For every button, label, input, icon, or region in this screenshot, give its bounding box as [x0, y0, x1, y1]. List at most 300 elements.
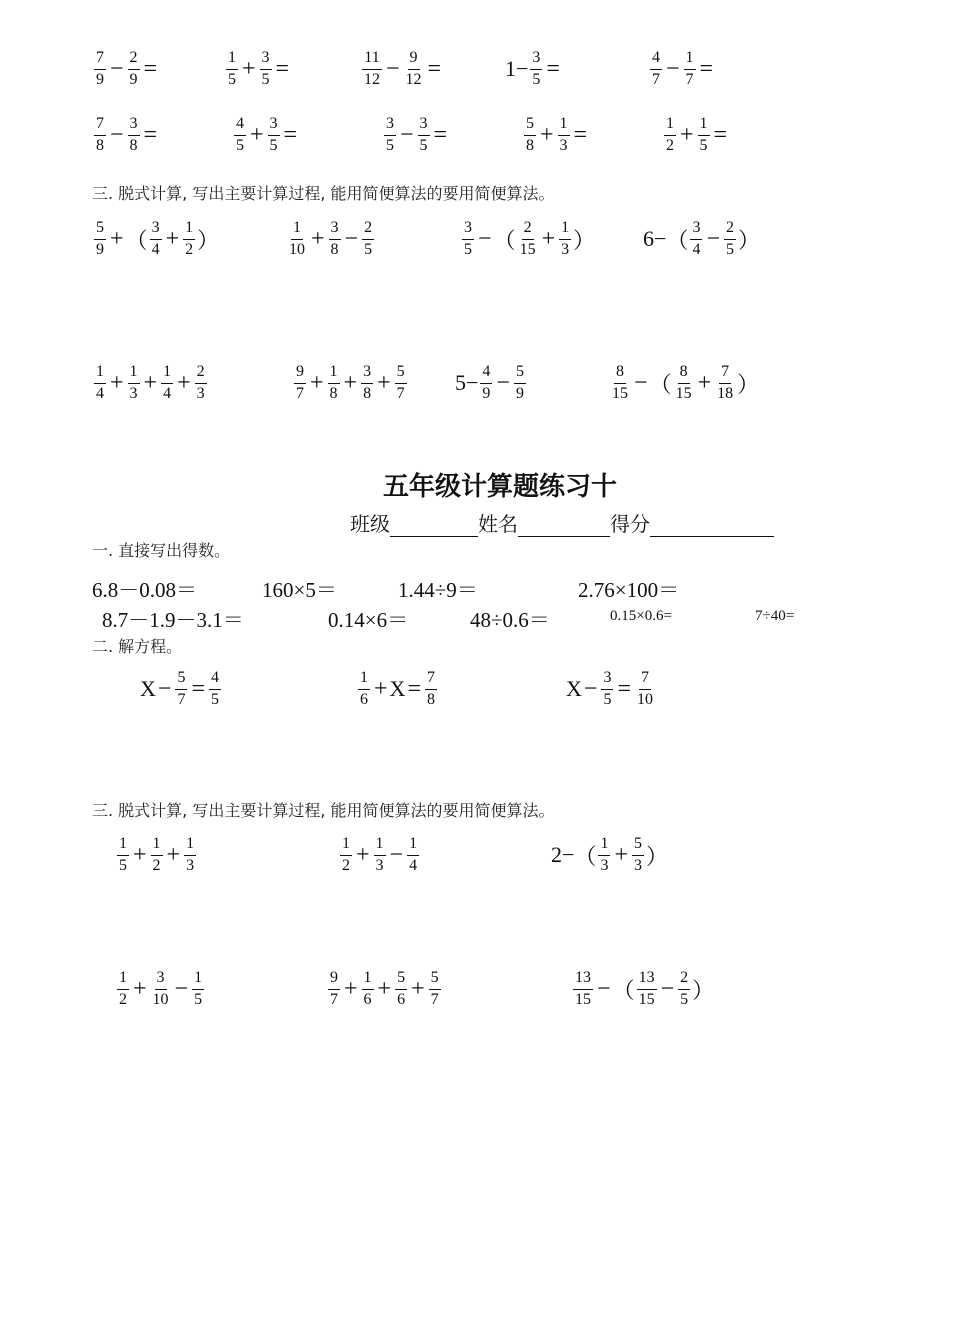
- fraction: [362, 50, 382, 89]
- operator: −: [583, 675, 598, 702]
- denominator: 12: [364, 70, 380, 88]
- operator: −: [386, 55, 400, 82]
- denominator: 9: [129, 70, 138, 88]
- expression: [326, 970, 443, 1009]
- section-heading: 三. 脱式计算, 写出主要计算过程, 能用简便算法的要用简便算法。: [92, 801, 555, 820]
- expression-text: 6−: [643, 226, 667, 252]
- expression: [224, 50, 291, 89]
- numerator: 9: [328, 970, 340, 990]
- denominator: 6: [397, 990, 406, 1008]
- denominator: 5: [119, 856, 127, 874]
- denominator: 5: [699, 136, 708, 154]
- operator: =: [283, 121, 298, 148]
- numerator: 2: [522, 220, 534, 240]
- denominator: 10: [289, 240, 305, 258]
- numerator: 7: [719, 364, 731, 384]
- fraction: [192, 970, 204, 1009]
- numerator: 2: [724, 220, 736, 240]
- denominator: 7: [177, 690, 186, 708]
- denominator: 15: [612, 384, 628, 402]
- equation: [140, 670, 223, 709]
- denominator: 15: [638, 990, 655, 1008]
- denominator: 5: [194, 990, 203, 1008]
- numerator: 2: [678, 970, 690, 990]
- operator: −: [478, 225, 492, 252]
- expression-text: X: [566, 676, 582, 702]
- numerator: 8: [678, 364, 690, 384]
- expression: [662, 116, 729, 155]
- denominator: 7: [685, 70, 694, 88]
- numerator: 2: [195, 364, 207, 384]
- operator: =: [427, 55, 442, 82]
- operator: −: [634, 369, 648, 396]
- denominator: 5: [210, 690, 219, 708]
- page-title: 五年级计算题练习十: [382, 472, 617, 502]
- operator: −: [110, 121, 124, 148]
- section-heading: 一. 直接写出得数。: [92, 541, 231, 560]
- denominator: 3: [561, 240, 570, 258]
- fraction: [358, 670, 370, 709]
- fraction: [418, 116, 430, 155]
- fraction: [698, 116, 710, 155]
- denominator: 8: [329, 384, 338, 402]
- operator: =: [275, 55, 290, 82]
- numerator: 5: [94, 220, 106, 240]
- operator: −: [344, 225, 359, 252]
- denominator: 9: [96, 70, 104, 88]
- numerator: 1: [128, 364, 140, 384]
- score-label: 得分: [610, 512, 650, 536]
- expression-text: （: [493, 227, 516, 253]
- denominator: 5: [680, 990, 689, 1008]
- fraction: [384, 116, 396, 155]
- score-blank: [650, 514, 774, 537]
- denominator: 5: [228, 70, 236, 88]
- fraction: [209, 670, 221, 709]
- equation: [566, 670, 657, 709]
- section-heading: 三. 脱式计算, 写出主要计算过程, 能用简便算法的要用简便算法。: [92, 184, 555, 203]
- expression: [505, 50, 562, 89]
- operator: +: [377, 369, 391, 396]
- fraction: [260, 50, 272, 89]
- numerator: 3: [690, 220, 702, 240]
- class-blank: [390, 514, 478, 537]
- fraction: [395, 970, 407, 1009]
- operator: +: [697, 369, 712, 396]
- numerator: 4: [209, 670, 221, 690]
- denominator: 6: [360, 690, 368, 708]
- numerator: 7: [425, 670, 437, 690]
- denominator: 3: [186, 856, 195, 874]
- numerator: 3: [361, 364, 373, 384]
- fraction: [374, 836, 386, 875]
- expression: [648, 50, 715, 89]
- numerator: 3: [384, 116, 396, 136]
- calc-item: 160×5＝: [262, 578, 337, 602]
- numerator: 5: [514, 364, 526, 384]
- expression-text: ）: [573, 227, 596, 253]
- operator: +: [110, 225, 124, 252]
- numerator: 1: [117, 836, 129, 856]
- numerator: 13: [637, 970, 657, 990]
- operator: =: [573, 121, 588, 148]
- fraction: [161, 364, 173, 403]
- operator: +: [242, 55, 256, 82]
- fraction: [226, 50, 238, 89]
- numerator: 3: [601, 670, 613, 690]
- fraction: [195, 364, 207, 403]
- operator: −: [496, 369, 510, 396]
- section-heading: 二. 解方程。: [92, 637, 183, 656]
- fraction: [150, 220, 162, 259]
- denominator: 3: [633, 856, 642, 874]
- denominator: 3: [559, 136, 568, 154]
- denominator: 5: [364, 240, 373, 258]
- operator: +: [377, 975, 392, 1002]
- denominator: 10: [152, 990, 169, 1008]
- calc-item: 8.7－1.9－3.1＝: [102, 608, 244, 632]
- denominator: 2: [342, 856, 350, 874]
- fraction: [635, 670, 655, 709]
- operator: −: [174, 975, 189, 1002]
- denominator: 5: [386, 136, 394, 154]
- fraction: [610, 364, 630, 403]
- fraction: [94, 50, 106, 89]
- fraction: [558, 116, 570, 155]
- expression-text: （: [649, 371, 672, 397]
- denominator: 5: [464, 240, 472, 258]
- fraction: [518, 220, 538, 259]
- fraction: [573, 970, 593, 1009]
- fraction: [530, 50, 542, 89]
- denominator: 2: [185, 240, 194, 258]
- fraction: [340, 836, 352, 875]
- calc-item: 1.44÷9＝: [398, 578, 478, 602]
- expression-text: ）: [737, 371, 760, 397]
- numerator: 4: [480, 364, 492, 384]
- denominator: 5: [419, 136, 428, 154]
- numerator: 5: [395, 970, 407, 990]
- denominator: 7: [296, 384, 304, 402]
- numerator: 7: [639, 670, 651, 690]
- fraction: [598, 836, 610, 875]
- fraction: [462, 220, 474, 259]
- numerator: 3: [329, 220, 341, 240]
- numerator: 1: [558, 116, 570, 136]
- expression: [460, 220, 595, 259]
- expression: [455, 364, 528, 403]
- fraction: [184, 836, 196, 875]
- operator: +: [250, 121, 264, 148]
- denominator: 8: [426, 690, 435, 708]
- operator: +: [374, 675, 388, 702]
- fraction: [151, 970, 171, 1009]
- expression-text: ）: [197, 227, 220, 253]
- fraction: [690, 220, 702, 259]
- expression: [643, 220, 760, 259]
- fraction: [404, 50, 424, 89]
- operator: +: [541, 225, 556, 252]
- numerator: 1: [183, 220, 195, 240]
- denominator: 5: [532, 70, 541, 88]
- expression-text: 5−: [455, 370, 479, 396]
- numerator: 1: [161, 364, 173, 384]
- denominator: 15: [519, 240, 536, 258]
- denominator: 10: [636, 690, 653, 708]
- denominator: 18: [717, 384, 734, 402]
- fraction: [175, 670, 187, 709]
- numerator: 1: [698, 116, 710, 136]
- numerator: 2: [128, 50, 140, 70]
- numerator: 1: [358, 670, 370, 690]
- numerator: 3: [418, 116, 430, 136]
- expression: [551, 836, 668, 875]
- numerator: 3: [530, 50, 542, 70]
- numerator: 4: [650, 50, 662, 70]
- fraction: [559, 220, 571, 259]
- operator: +: [344, 975, 358, 1002]
- fraction: [650, 50, 662, 89]
- fraction: [480, 364, 492, 403]
- denominator: 3: [129, 384, 138, 402]
- numerator: 1: [559, 220, 571, 240]
- denominator: 9: [482, 384, 491, 402]
- operator: =: [713, 121, 728, 148]
- denominator: 7: [430, 990, 439, 1008]
- denominator: 5: [603, 690, 612, 708]
- operator: −: [389, 841, 404, 868]
- numerator: 1: [328, 364, 340, 384]
- numerator: 1: [664, 116, 676, 136]
- operator: =: [143, 121, 158, 148]
- numerator: 4: [234, 116, 246, 136]
- denominator: 4: [409, 856, 418, 874]
- fraction: [128, 50, 140, 89]
- fraction: [429, 970, 441, 1009]
- denominator: 4: [96, 384, 104, 402]
- numerator: 1: [94, 364, 106, 384]
- numerator: 2: [362, 220, 374, 240]
- operator: +: [133, 841, 147, 868]
- student-info: [350, 508, 774, 537]
- numerator: 7: [94, 50, 106, 70]
- numerator: 3: [260, 50, 272, 70]
- denominator: 7: [396, 384, 405, 402]
- expression: [92, 50, 159, 89]
- fraction: [94, 220, 106, 259]
- calc-item: 6.8－0.08＝: [92, 578, 197, 602]
- denominator: 7: [652, 70, 660, 88]
- numerator: 1: [340, 836, 352, 856]
- operator: +: [614, 841, 628, 868]
- class-label: 班级: [350, 512, 390, 536]
- numerator: 1: [192, 970, 204, 990]
- calc-item: 48÷0.6＝: [470, 608, 550, 632]
- calc-item: 2.76×100＝: [578, 578, 680, 602]
- operator: +: [680, 121, 694, 148]
- numerator: 9: [408, 50, 420, 70]
- fraction: [128, 116, 140, 155]
- fraction: [678, 970, 690, 1009]
- operator: =: [546, 55, 560, 82]
- numerator: 3: [128, 116, 140, 136]
- numerator: 9: [294, 364, 306, 384]
- denominator: 2: [666, 136, 674, 154]
- numerator: 1: [291, 220, 303, 240]
- denominator: 4: [151, 240, 160, 258]
- expression-text: ）: [645, 843, 668, 869]
- denominator: 9: [515, 384, 524, 402]
- fraction: [117, 836, 129, 875]
- numerator: 1: [407, 836, 419, 856]
- numerator: 1: [184, 836, 196, 856]
- numerator: 7: [94, 116, 106, 136]
- fraction: [524, 116, 536, 155]
- operator: =: [433, 121, 448, 148]
- fraction: [268, 116, 280, 155]
- numerator: 8: [614, 364, 626, 384]
- fraction: [362, 220, 374, 259]
- operator: =: [143, 55, 158, 82]
- equation: [356, 670, 439, 709]
- denominator: 8: [330, 240, 339, 258]
- expression: [382, 116, 449, 155]
- expression-text: （: [612, 977, 635, 1003]
- denominator: 3: [375, 856, 384, 874]
- numerator: 3: [462, 220, 474, 240]
- denominator: 5: [236, 136, 244, 154]
- operator: −: [706, 225, 720, 252]
- expression-text: ）: [692, 977, 715, 1003]
- denominator: 2: [152, 856, 161, 874]
- expression: [115, 970, 206, 1009]
- operator: =: [617, 675, 631, 702]
- numerator: 3: [155, 970, 167, 990]
- fraction: [684, 50, 696, 89]
- fraction: [183, 220, 195, 259]
- numerator: 5: [524, 116, 536, 136]
- denominator: 12: [405, 70, 422, 88]
- denominator: 2: [119, 990, 127, 1008]
- operator: −: [660, 975, 675, 1002]
- expression: [608, 364, 759, 403]
- operator: +: [166, 841, 181, 868]
- numerator: 1: [684, 50, 696, 70]
- numerator: 11: [362, 50, 381, 70]
- operator: −: [400, 121, 414, 148]
- expression-text: 2−: [551, 842, 575, 868]
- numerator: 1: [598, 836, 610, 856]
- expression: [92, 364, 209, 403]
- numerator: 5: [429, 970, 441, 990]
- expression-text: （: [666, 227, 689, 253]
- denominator: 15: [675, 384, 692, 402]
- fraction: [361, 364, 373, 403]
- denominator: 9: [96, 240, 104, 258]
- name-blank: [518, 514, 610, 537]
- denominator: 8: [129, 136, 138, 154]
- operator: +: [540, 121, 554, 148]
- numerator: 1: [226, 50, 238, 70]
- operator: +: [177, 369, 191, 396]
- operator: +: [356, 841, 370, 868]
- fraction: [637, 970, 657, 1009]
- operator: +: [411, 975, 425, 1002]
- numerator: 13: [573, 970, 593, 990]
- expression-text: X: [140, 676, 156, 702]
- fraction: [664, 116, 676, 155]
- expression: [360, 50, 443, 89]
- operator: +: [143, 369, 158, 396]
- expression-text: （: [574, 843, 597, 869]
- fraction: [94, 116, 106, 155]
- fraction: [94, 364, 106, 403]
- expression: [522, 116, 589, 155]
- numerator: 3: [268, 116, 280, 136]
- fraction: [395, 364, 407, 403]
- expression-text: X: [389, 676, 406, 702]
- operator: −: [157, 675, 172, 702]
- operator: +: [311, 225, 325, 252]
- operator: =: [191, 675, 205, 702]
- operator: −: [597, 975, 611, 1002]
- fraction: [715, 364, 735, 403]
- operator: −: [110, 55, 124, 82]
- operator: +: [310, 369, 324, 396]
- expression: [292, 364, 409, 403]
- denominator: 5: [269, 136, 278, 154]
- numerator: 1: [117, 970, 129, 990]
- fraction: [234, 116, 246, 155]
- expression-text: ）: [737, 227, 760, 253]
- expression: [92, 116, 159, 155]
- fraction: [362, 970, 374, 1009]
- expression: [92, 220, 219, 259]
- calc-item: 0.14×6＝: [328, 608, 409, 632]
- expression: [285, 220, 376, 259]
- expression: [232, 116, 299, 155]
- fraction: [117, 970, 129, 1009]
- numerator: 1: [374, 836, 386, 856]
- operator: +: [133, 975, 147, 1002]
- denominator: 6: [363, 990, 372, 1008]
- fraction: [328, 364, 340, 403]
- denominator: 8: [526, 136, 534, 154]
- denominator: 15: [575, 990, 591, 1008]
- fraction: [674, 364, 694, 403]
- denominator: 5: [725, 240, 734, 258]
- denominator: 8: [96, 136, 104, 154]
- denominator: 3: [196, 384, 205, 402]
- fraction: [329, 220, 341, 259]
- denominator: 8: [363, 384, 372, 402]
- fraction: [128, 364, 140, 403]
- numerator: 5: [395, 364, 407, 384]
- fraction: [151, 836, 163, 875]
- numerator: 1: [151, 836, 163, 856]
- calc-item: 7÷40=: [755, 608, 795, 624]
- name-label: 姓名: [478, 512, 518, 536]
- fraction: [328, 970, 340, 1009]
- expression-text: （: [125, 227, 148, 253]
- denominator: 3: [600, 856, 609, 874]
- numerator: 5: [175, 670, 187, 690]
- expression: [338, 836, 421, 875]
- fraction: [294, 364, 306, 403]
- denominator: 5: [261, 70, 270, 88]
- numerator: 5: [632, 836, 644, 856]
- numerator: 3: [150, 220, 162, 240]
